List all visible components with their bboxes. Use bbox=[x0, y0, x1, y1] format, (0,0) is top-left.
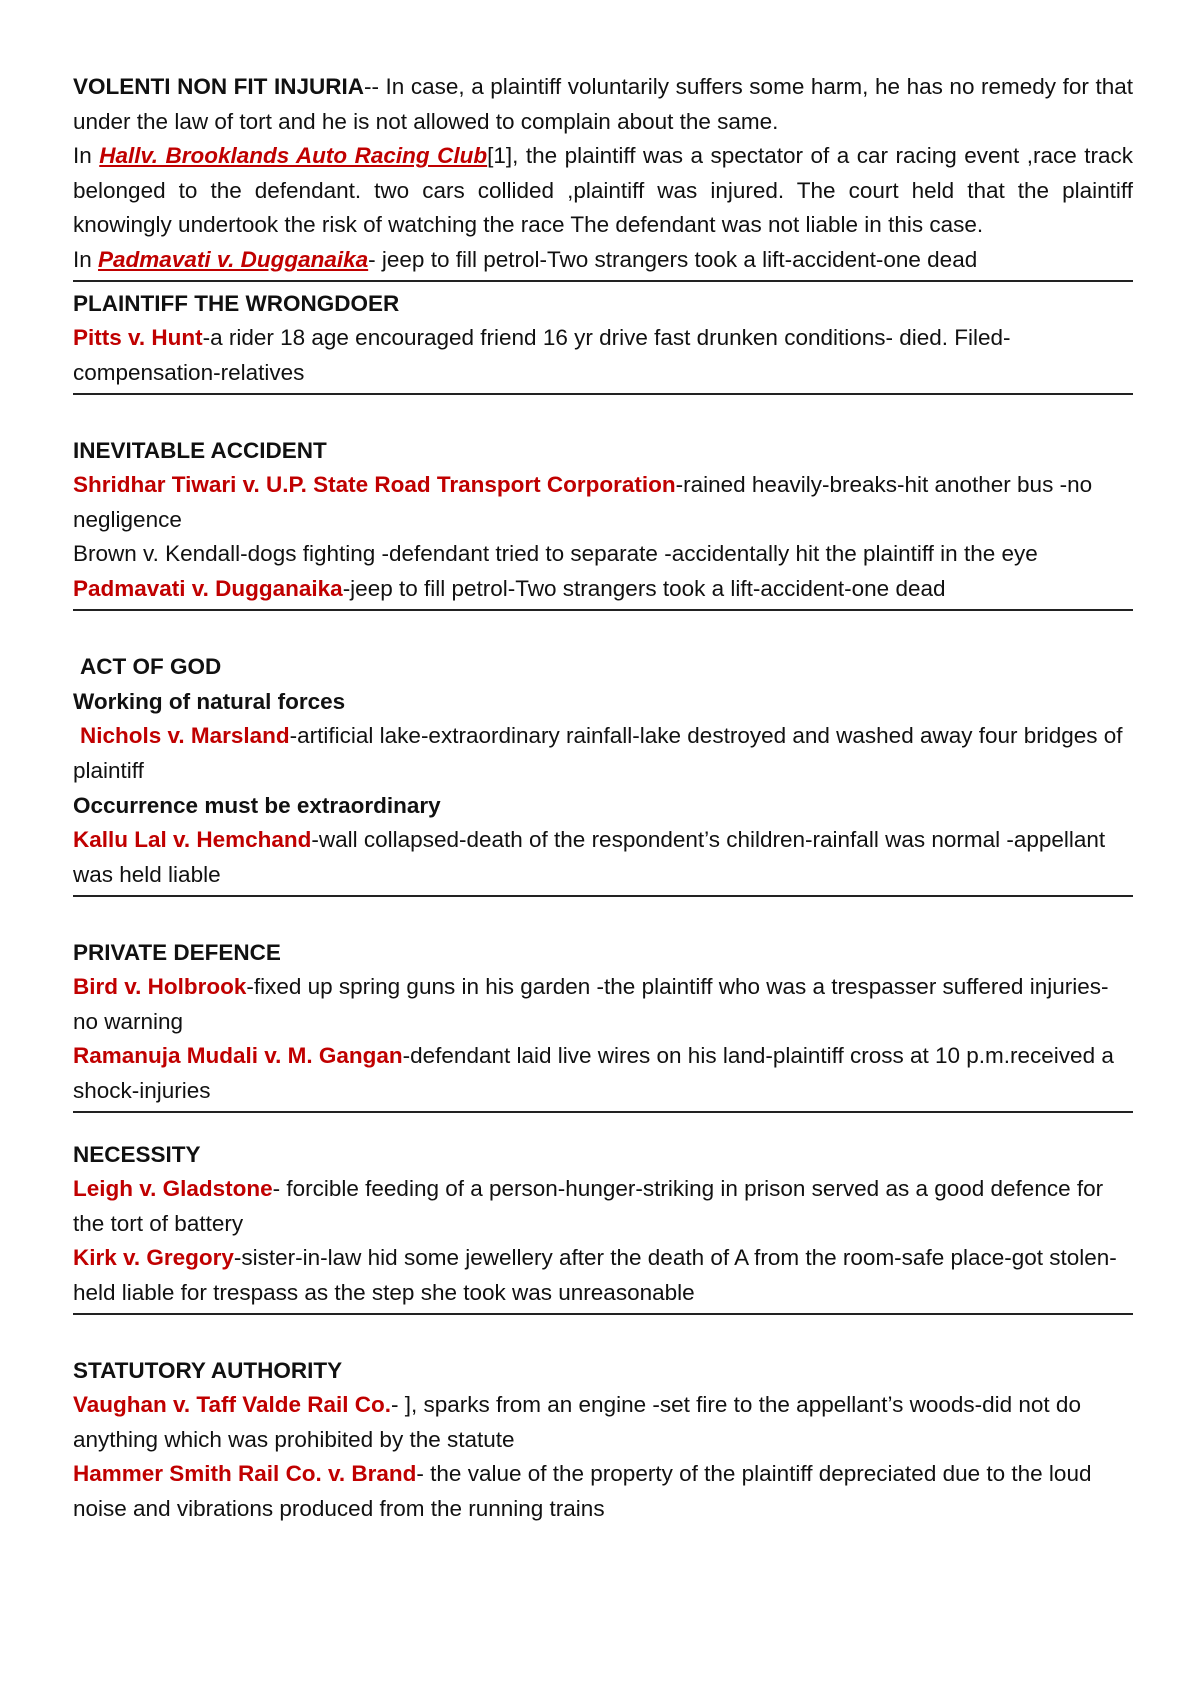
section-statutory-authority bbox=[73, 1353, 1133, 1526]
section-heading: INEVITABLE ACCIDENT bbox=[73, 438, 327, 463]
case-entry: Pitts v. Hunt-a rider 18 age encouraged friend 16 yr drive fast drunken conditions- died. Filed-compensation-relatives bbox=[73, 325, 1011, 385]
case-name: Hammer Smith Rail Co. v. Brand bbox=[73, 1461, 417, 1486]
case-entry: Padmavati v. Dugganaika-jeep to fill petrol-Two strangers took a lift-accident-one dead bbox=[73, 575, 946, 601]
case-name: Leigh v. Gladstone bbox=[73, 1176, 273, 1201]
section-divider bbox=[73, 1111, 1133, 1113]
case-name: Bird v. Holbrook bbox=[73, 974, 247, 999]
case-entry: Kallu Lal v. Hemchand-wall collapsed-death of the respondent’s children-rainfall was normal -appellant was held liable bbox=[73, 827, 1106, 887]
case-entry: Shridhar Tiwari v. U.P. State Road Transport Corporation-rained heavily-breaks-hit another bus -no negligence bbox=[73, 472, 1093, 532]
case-name: Nichols v. Marsland bbox=[80, 723, 290, 748]
volenti-case-hall: In Hallv. Brooklands Auto Racing Club[1], the plaintiff was a spectator of a car racing event ,race track belonged to the defendant. two cars collided ,plaintiff was injured. The court held that the plaintiff knowingly undertook the risk of watching the race The defendant was not liable in this case. bbox=[73, 143, 1133, 237]
section-volenti bbox=[73, 70, 1133, 277]
section-divider bbox=[73, 609, 1133, 611]
case-entry: Nichols v. Marsland-artificial lake-extraordinary rainfall-lake destroyed and washed away four bridges of plaintiff bbox=[73, 723, 1123, 783]
case-name: Pitts v. Hunt bbox=[73, 325, 203, 350]
case-name-link[interactable]: Padmavati v. Dugganaika bbox=[98, 246, 369, 272]
section-divider bbox=[73, 895, 1133, 897]
volenti-label: VOLENTI NON FIT INJURIA bbox=[73, 74, 364, 99]
case-entry: Brown v. Kendall-dogs fighting -defendant tried to separate -accidentally hit the plaintiff in the eye bbox=[73, 541, 1038, 566]
case-name: Vaughan v. Taff Valde Rail Co. bbox=[73, 1392, 391, 1417]
case-name-link[interactable]: Hallv. Brooklands Auto Racing Club bbox=[99, 143, 488, 168]
sub-heading: Working of natural forces bbox=[73, 689, 346, 714]
section-divider bbox=[73, 393, 1133, 395]
case-name: Ramanuja Mudali v. M. Gangan bbox=[73, 1043, 403, 1068]
case-entry: Kirk v. Gregory-sister-in-law hid some jewellery after the death of A from the room-safe place-got stolen-held liable for trespass as the step she took was unreasonable bbox=[73, 1245, 1117, 1305]
section-heading: PLAINTIFF THE WRONGDOER bbox=[73, 291, 400, 316]
volenti-case-padmavati: In Padmavati v. Dugganaika- jeep to fill petrol-Two strangers took a lift-accident-one dead bbox=[73, 246, 978, 272]
case-name: Padmavati v. Dugganaika bbox=[73, 575, 343, 601]
case-entry: Bird v. Holbrook-fixed up spring guns in his garden -the plaintiff who was a trespasser suffered injuries-no warning bbox=[73, 974, 1109, 1034]
section-divider bbox=[73, 1313, 1133, 1315]
case-entry: Hammer Smith Rail Co. v. Brand- the value of the property of the plaintiff depreciated due to the loud noise and vibrations produced from the running trains bbox=[73, 1461, 1092, 1521]
section-heading: NECESSITY bbox=[73, 1142, 201, 1167]
case-name: Kirk v. Gregory bbox=[73, 1245, 234, 1270]
section-inevitable-accident bbox=[73, 433, 1133, 606]
case-entry: Vaughan v. Taff Valde Rail Co.- ], sparks from an engine -set fire to the appellant’s woods-did not do anything which was prohibited by the statute bbox=[73, 1392, 1081, 1452]
case-entry: Leigh v. Gladstone- forcible feeding of a person-hunger-striking in prison served as a good defence for the tort of battery bbox=[73, 1176, 1104, 1236]
case-name: Shridhar Tiwari v. U.P. State Road Transport Corporation bbox=[73, 472, 676, 497]
section-divider bbox=[73, 280, 1133, 282]
volenti-intro: VOLENTI NON FIT INJURIA-- In case, a plaintiff voluntarily suffers some harm, he has no remedy for that under the law of tort and he is not allowed to complain about the same. bbox=[73, 74, 1133, 134]
section-heading: ACT OF GOD bbox=[80, 654, 222, 679]
document-page bbox=[73, 70, 1133, 1526]
case-name: Kallu Lal v. Hemchand bbox=[73, 827, 312, 852]
section-act-of-god bbox=[73, 649, 1133, 892]
section-private-defence bbox=[73, 935, 1133, 1108]
sub-heading: Occurrence must be extraordinary bbox=[73, 793, 441, 818]
section-heading: STATUTORY AUTHORITY bbox=[73, 1358, 343, 1383]
section-heading: PRIVATE DEFENCE bbox=[73, 940, 281, 965]
section-necessity bbox=[73, 1137, 1133, 1310]
case-entry: Ramanuja Mudali v. M. Gangan-defendant laid live wires on his land-plaintiff cross at 10 p.m.received a shock-injuries bbox=[73, 1043, 1114, 1103]
section-plaintiff-wrongdoer bbox=[73, 286, 1133, 390]
